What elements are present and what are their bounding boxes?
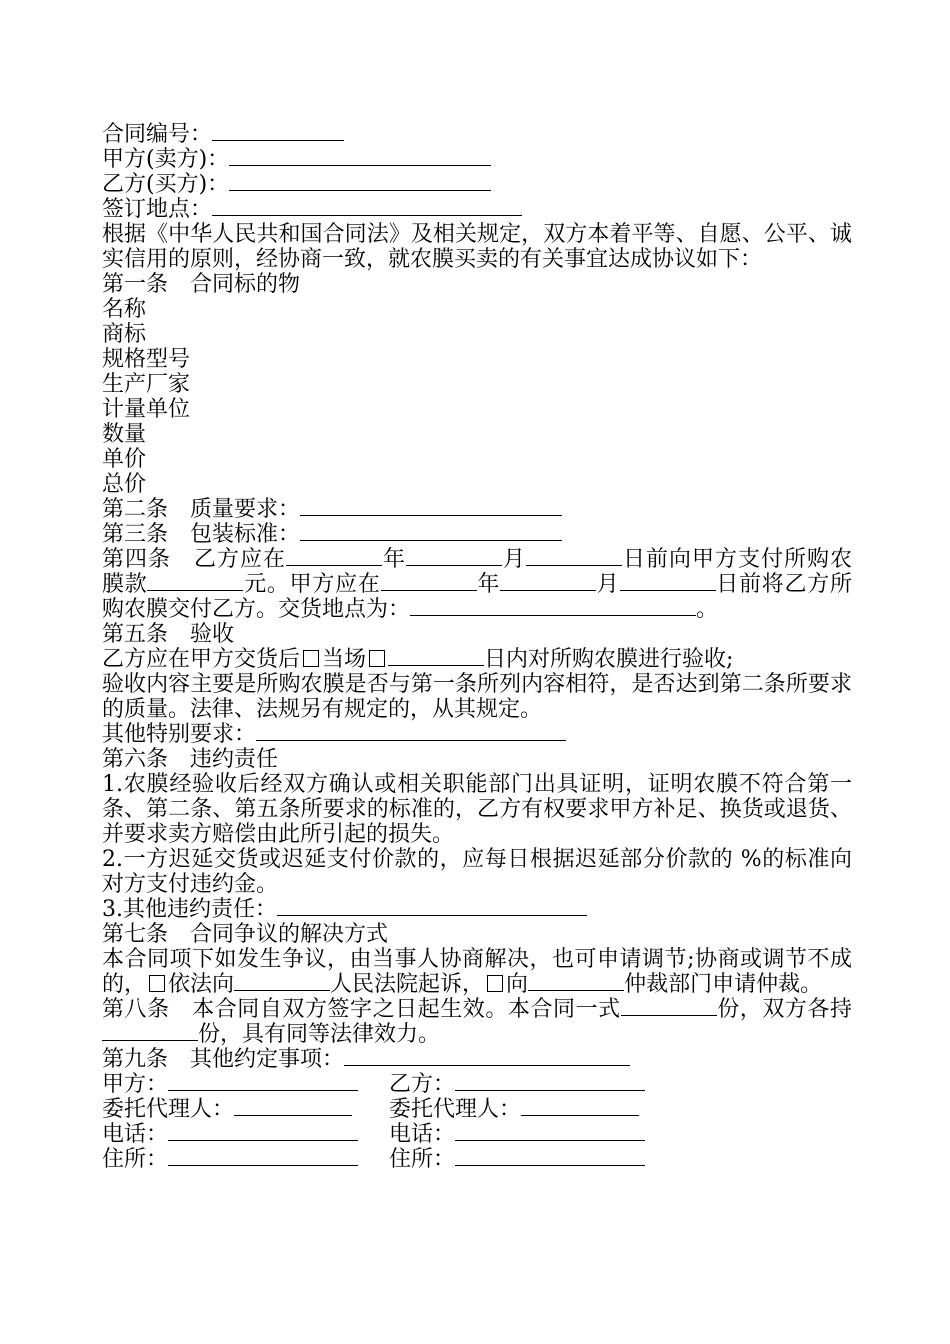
sig-addr-a-label: 住所： <box>102 1147 169 1172</box>
packaging-blank <box>300 522 562 541</box>
sign-place-label: 签订地点： <box>102 197 213 222</box>
sig-phone-b-blank <box>455 1122 645 1141</box>
article-4-month2: 月 <box>596 572 620 597</box>
article-2-line <box>102 497 852 522</box>
article-1-item: 计量单位 <box>102 397 191 422</box>
article-6-item-2: 2.一方迟延交货或迟延支付价款的，应每日根据迟延部分价款的 %的标准向对方支付违约金。 <box>102 847 852 897</box>
option-arbitration-end: 仲裁部门申请仲裁。 <box>624 972 823 997</box>
other-terms-blank <box>344 1047 630 1066</box>
sign-place-line <box>102 197 852 222</box>
sig-phone-a-label: 电话： <box>102 1122 169 1147</box>
article-5-line-1-a: 乙方应在甲方交货后 <box>102 647 301 672</box>
article-7-text-a: 本合同项下如发生争议，由当事人协商解决，也可申请调节;协商或调节不成的， <box>102 947 852 997</box>
deliver-month-blank <box>500 572 596 591</box>
sig-party-b-blank <box>455 1072 645 1091</box>
article-4-yuan: 元。甲方应在 <box>243 572 381 597</box>
copies-blank <box>621 997 717 1016</box>
article-9-title: 第九条 其他约定事项： <box>102 1047 345 1072</box>
copies-each-blank <box>102 1022 198 1041</box>
special-requirements-blank <box>256 722 566 741</box>
sig-addr-a-blank <box>168 1147 358 1166</box>
article-1-item: 名称 <box>102 297 147 322</box>
article-3-line <box>102 522 852 547</box>
article-6-title: 第六条 违约责任 <box>102 747 279 772</box>
article-5-title: 第五条 验收 <box>102 622 235 647</box>
sig-phone-b-label: 电话： <box>389 1122 456 1147</box>
contract-number-blank <box>212 122 344 141</box>
checkbox[interactable] <box>303 650 319 667</box>
signature-row-party <box>102 1072 852 1097</box>
article-4-prefix: 第四条 乙方应在 <box>102 547 286 572</box>
article-4-end: 。 <box>696 597 719 622</box>
contract-number-label: 合同编号： <box>102 122 213 147</box>
pay-month-blank <box>406 547 502 566</box>
article-1-item: 规格型号 <box>102 347 191 372</box>
article-1-item: 单价 <box>102 447 147 472</box>
deliver-day-blank <box>620 572 716 591</box>
option-on-site: 当场 <box>322 647 367 672</box>
sig-agent-b-blank <box>521 1097 639 1116</box>
article-4-year2: 年 <box>476 572 501 597</box>
party-b-line <box>102 172 852 197</box>
article-1-item: 总价 <box>102 472 147 497</box>
article-8-text-b: 份，双方各持 <box>716 997 852 1022</box>
option-court: 依法向 <box>168 972 235 997</box>
article-4-month: 月 <box>501 547 526 572</box>
arbitration-blank <box>528 972 624 991</box>
deliver-year-blank <box>381 572 477 591</box>
article-5-line-1-b: 日内对所购农膜进行验收; <box>484 647 734 672</box>
sig-addr-b-blank <box>455 1147 645 1166</box>
option-arbitration: 向 <box>506 972 529 997</box>
article-7-title: 第七条 合同争议的解决方式 <box>102 922 389 947</box>
court-blank <box>234 972 330 991</box>
signature-row-phone <box>102 1122 852 1147</box>
sig-party-a-blank <box>168 1072 358 1091</box>
article-2-title: 第二条 质量要求： <box>102 497 301 522</box>
article-6-item-1: 1.农膜经验收后经双方确认或相关职能部门出具证明，证明农膜不符合第一条、第二条、第五条所要求的标准的，乙方有权要求甲方补足、换货或退货、并要求卖方赔偿由此所引起的损失。 <box>102 772 852 847</box>
other-liability-blank <box>277 897 587 916</box>
article-5-line-1 <box>102 647 852 672</box>
article-9-line <box>102 1047 852 1072</box>
article-4-deliver-text: 日前将乙方所购农膜交付乙方。交货地点为： <box>102 572 852 622</box>
checkbox[interactable] <box>149 975 165 992</box>
article-8-text-c: 份，具有同等法律效力。 <box>198 1022 441 1047</box>
article-4-pay-text: 日前向甲方支付所购农膜款 <box>102 547 852 597</box>
article-8-text-a: 第八条 本合同自双方签字之日起生效。本合同一式 <box>102 997 621 1022</box>
sign-place-blank <box>212 197 522 216</box>
preamble: 根据《中华人民共和国合同法》及相关规定，双方本着平等、自愿、公平、诚实信用的原则，经协商一致，就农膜买卖的有关事宜达成协议如下： <box>102 222 852 272</box>
checkbox[interactable] <box>369 650 385 667</box>
pay-year-blank <box>286 547 382 566</box>
amount-blank <box>147 572 243 591</box>
article-5-content: 验收内容主要是所购农膜是否与第一条所列内容相符，是否达到第二条所要求的质量。法律、法规另有规定的，从其规定。 <box>102 672 852 722</box>
party-a-blank <box>229 147 491 166</box>
article-4-year: 年 <box>381 547 406 572</box>
article-1-item: 生产厂家 <box>102 372 191 397</box>
sig-agent-a-blank <box>234 1097 352 1116</box>
sig-agent-b-label: 委托代理人： <box>389 1097 522 1122</box>
article-5-other: 其他特别要求： <box>102 722 257 747</box>
article-1-item: 数量 <box>102 422 147 447</box>
contract-document <box>102 122 852 1172</box>
party-b-blank <box>229 172 491 191</box>
article-1-item: 商标 <box>102 322 147 347</box>
article-7-text <box>102 947 852 997</box>
quality-blank <box>300 497 562 516</box>
checkbox[interactable] <box>487 975 503 992</box>
pay-day-blank <box>526 547 622 566</box>
inspection-days-blank <box>388 647 484 666</box>
sig-agent-a-label: 委托代理人： <box>102 1097 235 1122</box>
signature-row-agent <box>102 1097 852 1122</box>
delivery-place-blank <box>410 597 696 616</box>
sig-addr-b-label: 住所： <box>389 1147 456 1172</box>
article-1-title: 第一条 合同标的物 <box>102 272 301 297</box>
sig-phone-a-blank <box>168 1122 358 1141</box>
article-8 <box>102 997 852 1047</box>
article-6-item-3-line <box>102 897 852 922</box>
article-6-item-3: 3.其他违约责任： <box>102 897 277 922</box>
party-a-line <box>102 147 852 172</box>
signature-row-address <box>102 1147 852 1172</box>
contract-number-line <box>102 122 852 147</box>
article-4 <box>102 547 852 622</box>
option-court-end: 人民法院起诉， <box>330 972 485 997</box>
sig-party-b-label: 乙方： <box>389 1072 456 1097</box>
party-b-label: 乙方(买方)： <box>102 172 230 197</box>
sig-party-a-label: 甲方： <box>102 1072 169 1097</box>
party-a-label: 甲方(卖方)： <box>102 147 230 172</box>
article-5-other-line <box>102 722 852 747</box>
article-3-title: 第三条 包装标准： <box>102 522 301 547</box>
